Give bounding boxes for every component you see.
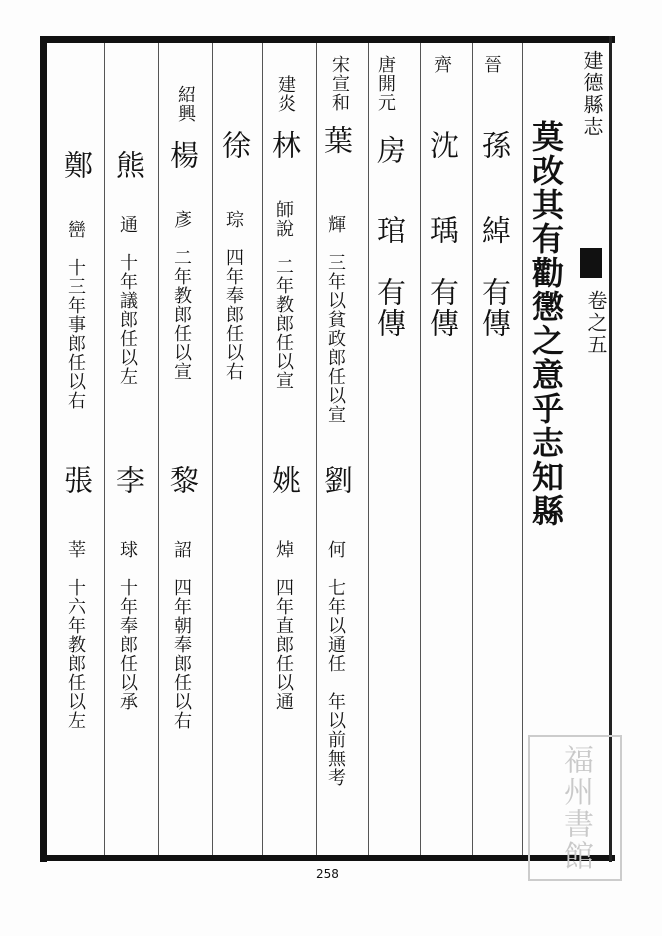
heading-mark: [580, 248, 602, 278]
official-name: 沈: [426, 130, 460, 161]
official-detail: 球 十年奉郎任以承: [117, 540, 138, 711]
official-detail: 綽 有傳: [478, 215, 512, 339]
page-number: 258: [316, 867, 339, 881]
official-detail: 何 七年以通任 年以前無考: [325, 540, 346, 787]
official-name: 孫: [478, 130, 512, 161]
official-detail: 通 十年議郎任以左: [117, 215, 138, 386]
official-name: 葉: [320, 125, 354, 156]
main-text-column: 莫改其有勸懲之意乎志知縣: [527, 120, 565, 528]
official-detail: 詔 四年朝奉郎任以右: [171, 540, 192, 730]
column-rule: [316, 43, 317, 855]
column-rule: [522, 43, 523, 855]
dynasty-label: 建炎: [275, 75, 296, 113]
official-detail: 巒 十三年事郎任以右: [65, 220, 86, 410]
column-rule: [212, 43, 213, 855]
official-name: 徐: [218, 130, 252, 161]
column-rule: [368, 43, 369, 855]
dynasty-label: 宋宣和: [329, 55, 350, 112]
library-seal-stamp: 福州書館: [528, 735, 622, 881]
official-name: 黎: [166, 465, 200, 496]
official-name: 劉: [320, 465, 354, 496]
column-rule: [104, 43, 105, 855]
official-name: 姚: [268, 465, 302, 496]
official-name: 張: [60, 465, 94, 496]
dynasty-label: 晉: [481, 55, 502, 74]
official-detail: 琮 四年奉郎任以右: [223, 210, 244, 381]
official-name: 林: [268, 130, 302, 161]
official-name: 李: [112, 465, 146, 496]
official-name: 鄭: [60, 150, 94, 181]
official-detail: 焯 四年直郎任以通: [273, 540, 294, 711]
official-detail: 琯 有傳: [373, 215, 407, 339]
dynasty-label: 唐開元: [375, 55, 396, 112]
official-name: 房: [373, 135, 407, 166]
official-detail: 師說 二年教郎任以宣: [273, 200, 294, 390]
dynasty-label: 齊: [431, 55, 452, 74]
official-detail: 莘 十六年教郎任以左: [65, 540, 86, 730]
volume-fragment: 卷之五: [584, 290, 608, 356]
book-title-header: 建德縣志: [580, 50, 604, 138]
column-rule: [472, 43, 473, 855]
frame-left-border: [40, 36, 47, 862]
column-rule: [158, 43, 159, 855]
official-detail: 輝 三年以貧政郎任以宣: [325, 215, 346, 424]
official-detail: 瑀 有傳: [426, 215, 460, 339]
column-rule: [262, 43, 263, 855]
official-detail: 彥 二年教郎任以宣: [171, 210, 192, 381]
official-name: 楊: [166, 140, 200, 171]
official-name: 熊: [112, 150, 146, 181]
dynasty-label: 紹興: [175, 85, 196, 123]
column-rule: [420, 43, 421, 855]
frame-top-border: [40, 36, 615, 43]
